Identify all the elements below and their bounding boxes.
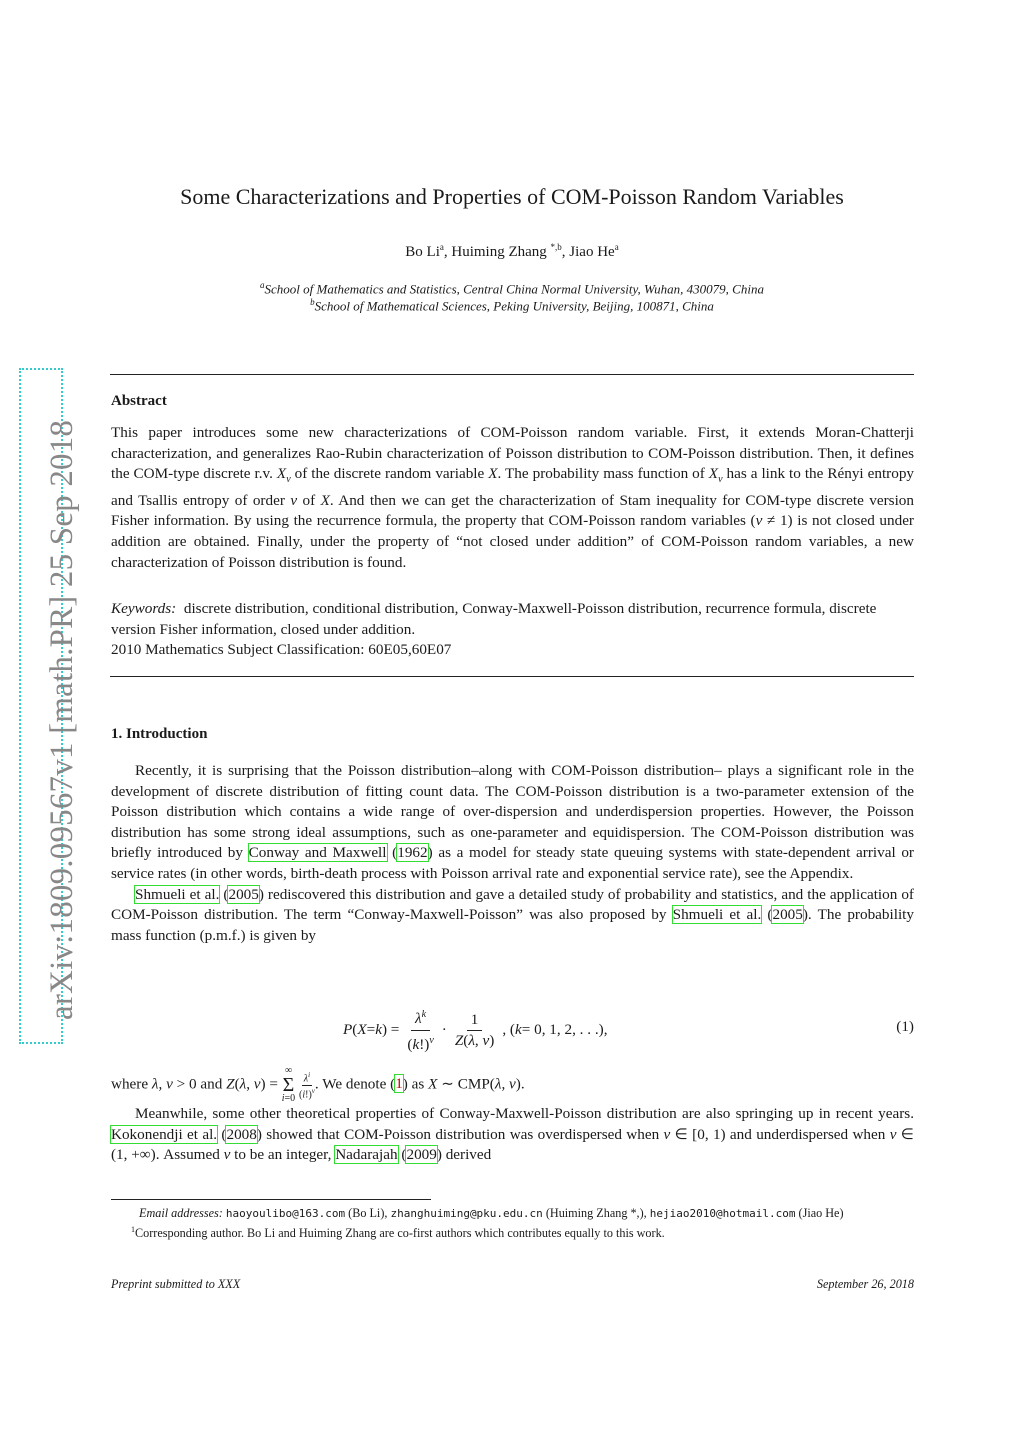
footnotes xyxy=(111,1206,914,1242)
preprint-note: Preprint submitted to XXX xyxy=(111,1277,241,1291)
arxiv-identifier[interactable]: arXiv:1809.09567v1 [math.PR] 25 Sep 2018 xyxy=(44,419,80,1020)
citation-link[interactable]: Shmueli et al. xyxy=(135,885,220,903)
paper-title: Some Characterizations and Properties of COM-Poisson Random Variables xyxy=(180,184,844,209)
author-list: Bo Li$^a$, Huiming Zhang $^{*,b}$, Jiao He$^a$ xyxy=(405,242,619,260)
equation-pmf: P ( X = k ) = $\frac{\lambda^k}{(k!)^\nu}$ · $\frac{1}{Z(\lambda, \nu)}$ , ( k = 0, 1, 2, . . .), (1) xyxy=(111,1006,914,1054)
citation-year-link[interactable]: 2005 xyxy=(772,906,803,924)
author-name: Bo Li xyxy=(405,244,440,260)
footnote-corresponding: $^1$Corresponding author. Bo Li and Huiming Zhang are co-first authors which contributes equally to this work. xyxy=(131,1224,665,1240)
citation-link[interactable]: Conway and Maxwell xyxy=(248,844,387,862)
email-link[interactable]: hejiao2010@hotmail.com xyxy=(649,1207,796,1220)
affiliation-text: School of Mathematics and Statistics, Central China Normal University, Wuhan, 430079, China xyxy=(264,281,764,297)
affiliation-sup: b xyxy=(310,297,315,307)
author-name: Huiming Zhang xyxy=(451,244,547,260)
author-sup: a xyxy=(614,242,619,252)
author-name: Jiao He xyxy=(569,244,615,260)
citation-year-link[interactable]: 1962 xyxy=(397,844,428,862)
affiliation-sup: a xyxy=(260,280,265,290)
meanwhile-paragraph: Meanwhile, some other theoretical properties of Conway-Maxwell-Poisson distribution are also springing up in recent years. Kokonendji et al. (2008) showed that COM-Poisson distribution was overdispersed when ν ∈ [0, 1) and underdispersed when ν ∈ (1, +∞). Assumed ν to be an integer, Nadarajah (2009) derived xyxy=(111,1105,914,1164)
citation-year-link[interactable]: 2008 xyxy=(226,1125,257,1143)
email-link[interactable]: haoyoulibo@163.com xyxy=(225,1207,346,1220)
affiliation-b xyxy=(100,297,924,314)
keywords-label: Keywords: xyxy=(111,600,177,617)
abstract-heading: Abstract xyxy=(111,393,167,409)
affiliation-text: School of Mathematical Sciences, Peking University, Beijing, 100871, China xyxy=(314,298,714,314)
section-heading-introduction: 1. Introduction xyxy=(111,726,208,742)
intro-paragraph: Recently, it is surprising that the Poisson distribution–along with COM-Poisson distribution– plays a significant role in the development of discrete distribution of fitting count data. The COM-Poisson distribution is a two-parameter extension of the Poisson distribution which contains a wide range of over-dispersion and underdispersion properties. However, the Poisson distribution has some strong ideal assumptions, such as one-parameter and equidispersion. The COM-Poisson distribution was briefly introduced by Conway and Maxwell (1962) as a model for steady state queuing systems with state-dependent arrival or service rates (in other words, birth-death process with Poisson arrival rate and exponential service rate), see the Appendix. xyxy=(111,762,914,882)
keywords-block xyxy=(111,599,914,661)
email-link[interactable]: zhanghuiming@pku.edu.cn xyxy=(390,1207,543,1220)
intro-paragraph: Shmueli et al. (2005) rediscovered this distribution and gave a detailed study of probability and statistics, and the application of COM-Poisson distribution. The term “Conway-Maxwell-Poisson” was also proposed by Shmueli et al. (2005). The probability mass function (p.m.f.) is given by xyxy=(111,885,914,944)
citation-year-link[interactable]: 2009 xyxy=(406,1146,437,1164)
abstract-top-rule xyxy=(110,374,914,375)
equation-number: (1) xyxy=(896,1018,914,1035)
abstract-bottom-rule xyxy=(110,676,914,677)
msc-classification: 2010 Mathematics Subject Classification: 60E05,60E07 xyxy=(111,641,452,659)
equation-ref-link[interactable]: 1 xyxy=(395,1075,403,1093)
citation-link[interactable]: Kokonendji et al. xyxy=(111,1125,218,1143)
footnote-rule xyxy=(111,1199,431,1200)
introduction-text xyxy=(111,761,914,946)
keywords-text: discrete distribution, conditional distribution, Conway-Maxwell-Poisson distribution, recurrence formula, discrete version Fisher information, closed under addition. xyxy=(111,600,877,638)
preprint-date: September 26, 2018 xyxy=(816,1277,914,1291)
citation-link[interactable]: Nadarajah xyxy=(335,1146,398,1164)
author-sup: *,b xyxy=(550,242,562,252)
where-line: where λ, ν > 0 and Z(λ, ν) = ∞ Σ i=0 $\frac{\lambda^i}{(i!)^\nu}$ . We denote (1) as X ∼ CMP(λ, ν). xyxy=(111,1065,525,1104)
abstract-text: This paper introduces some new characterizations of COM-Poisson random variable. First, it extends Moran-Chatterji characterization, and generalizes Rao-Rubin characterization of Poisson distribution to COM-Poisson distribution. Then, it defines the COM-type discrete r.v. $X_\nu$ of the discrete random variable X. The probability mass function of $X_\nu$ has a link to the Rényi entropy and Tsallis entropy of order ν of X. And then we can get the characterization of Stam inequality for COM-type discrete version Fisher information. By using the recurrence formula, the property that COM-Poisson random variables (ν ≠ 1) is not closed under addition are obtained. Finally, under the property of “not closed under addition” of COM-Poisson random variables, a new characterization of Poisson distribution is found. xyxy=(111,424,915,571)
affiliation-a xyxy=(100,280,924,297)
citation-link[interactable]: Shmueli et al. xyxy=(672,906,762,924)
author-sup: a xyxy=(439,242,444,252)
citation-year-link[interactable]: 2005 xyxy=(228,885,259,903)
footnote-emails: Email addresses: haoyoulibo@163.com (Bo Li), zhanghuiming@pku.edu.cn (Huiming Zhang *,), hejiao2010@hotmail.com (Jiao He) xyxy=(139,1206,844,1220)
